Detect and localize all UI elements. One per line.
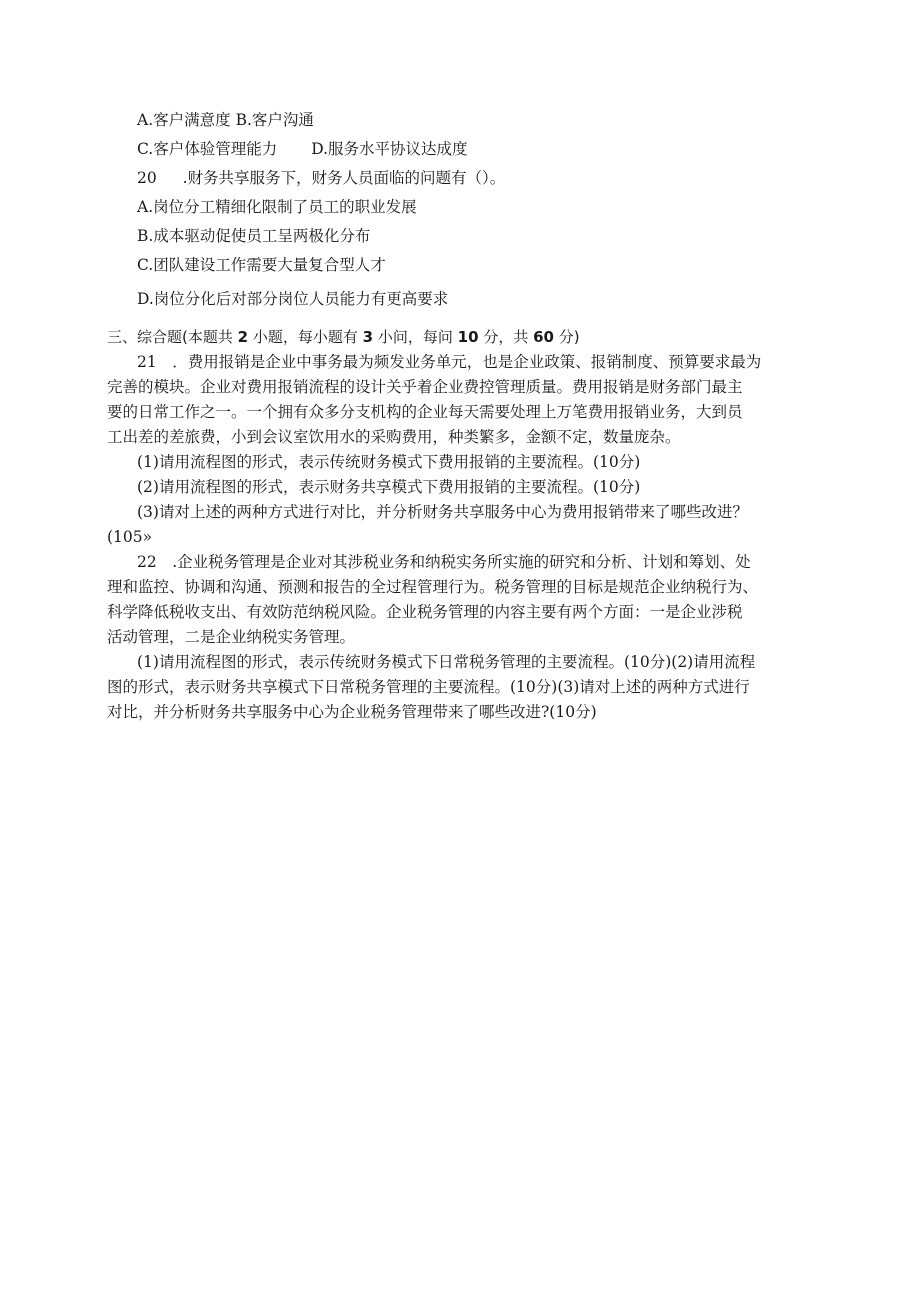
q21-line-2: 完善的模块。企业对费用报销流程的设计关乎着企业费控管理质量。费用报销是财务部门最主 [107,378,743,396]
q21-sub-2: (2)请用流程图的形式，表示财务共享模式下费用报销的主要流程。(10分) [137,478,641,496]
section-3-mid2: 小问，每问 [377,328,453,346]
q20-option-a: A.岗位分工精细化限制了员工的职业发展 [137,198,417,216]
section-3-sub: 3 [362,328,374,346]
q20-option-d: D.岗位分化后对部分岗位人员能力有更高要求 [137,290,449,308]
section-3-title-prefix: 三、综合题(本题共 [107,328,233,346]
q22-sub-line-2: 图的形式，表示财务共享模式下日常税务管理的主要流程。(10分)(3)请对上述的两种方式进行 [107,678,750,696]
section-3-total: 60 [533,328,554,346]
q22-line-3: 科学降低税收支出、有效防范纳税风险。企业税务管理的内容主要有两个方面：一是企业涉税 [107,603,743,621]
q21-line-1: 21 ．费用报销是企业中事务最为频发业务单元，也是企业政策、报销制度、预算要求最为 [137,353,762,371]
q19-options-row-2 [137,139,468,159]
q21-sub-3: (3)请对上述的两种方式进行对比，并分析财务共享服务中心为费用报销带来了哪些改进？ [137,503,748,521]
q21-line-4: 工出差的差旅费，小到会议室饮用水的采购费用，种类繁多，金额不定，数量庞杂。 [107,428,681,446]
q22-sub-line-3: 对比，并分析财务共享服务中心为企业税务管理带来了哪些改进?(10分) [107,703,597,721]
q20-number: 20 [137,169,157,187]
section-3-points: 10 [457,328,479,346]
section-3-count: 2 [237,328,249,346]
section-3-heading [107,327,580,347]
q22-line-1: 22 .企业税务管理是企业对其涉税业务和纳税实务所实施的研究和分析、计划和筹划、处 [137,553,751,571]
q22-line-2: 理和监控、协调和沟通、预测和报告的全过程管理行为。税务管理的目标是规范企业纳税行为、 [107,578,759,596]
q19-options-row-1 [137,110,314,130]
q21-sub-1: (1)请用流程图的形式，表示传统财务模式下费用报销的主要流程。(10分) [137,453,641,471]
q22-sub-line-1: (1)请用流程图的形式，表示传统财务模式下日常税务管理的主要流程。(10分)(2)请用流程 [137,653,756,671]
q20-option-b: B.成本驱动促使员工呈两极化分布 [137,227,371,245]
q22-line-4: 活动管理，二是企业纳税实务管理。 [107,628,356,646]
q19-option-a: A.客户满意度 [137,111,231,129]
q21-line-3: 要的日常工作之一。一个拥有众多分支机构的企业每天需要处理上万笔费用报销业务，大到员 [107,403,743,421]
q21-sub-3-score: (105» [107,528,153,546]
q20-option-c: C.团队建设工作需要大量复合型人才 [137,256,386,274]
q20-stem [137,168,505,188]
q19-option-b: B.客户沟通 [235,111,314,129]
section-3-mid1: 小题，每小题有 [252,328,358,346]
q20-stem-text: .财务共享服务下，财务人员面临的问题有（）。 [182,169,506,187]
q19-option-c: C.客户体验管理能力 [137,140,278,158]
section-3-mid3: 分，共 [483,328,529,346]
q19-option-d: D.服务水平协议达成度 [311,140,468,158]
section-3-suffix: 分) [558,328,580,346]
